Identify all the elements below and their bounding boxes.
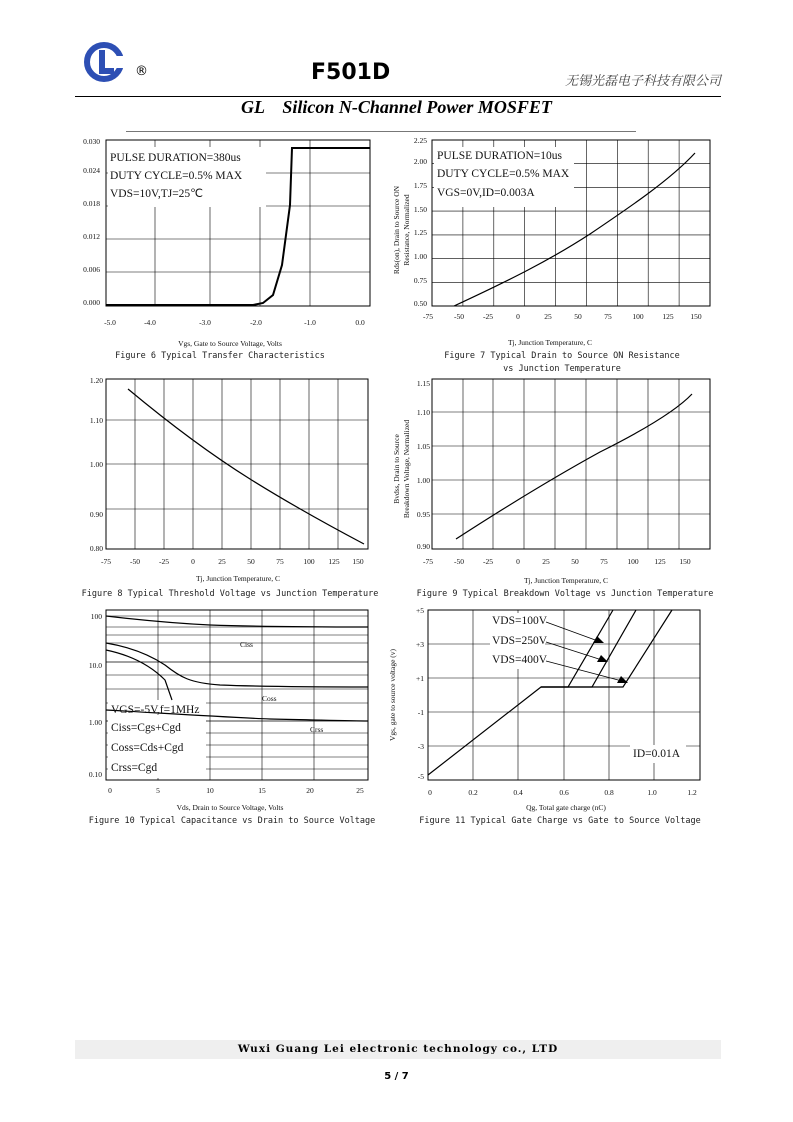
fig8-caption: Figure 8 Typical Threshold Voltage vs Junction Temperature [81, 589, 379, 599]
fig9-ytick: 1.15 [416, 379, 430, 388]
fig9-xtick: -50 [454, 557, 464, 566]
fig8-plot-frame [106, 379, 368, 549]
fig6-ytick: 0.006 [83, 265, 100, 274]
fig7-ylabel: Rds(on), Drain to Source ON [392, 185, 401, 275]
fig11-xtick: 0.6 [559, 788, 569, 797]
figure-10-capacitance-vs-vds [70, 605, 390, 830]
fig11-xtick: 0.8 [604, 788, 614, 797]
fig10-ytick: 100 [90, 612, 102, 621]
fig9-ytick: 0.90 [416, 542, 430, 551]
fig8-xlabel: Tj, Junction Temperature, C [195, 574, 281, 583]
fig7-xtick: 25 [544, 312, 552, 321]
fig7-ytick: 2.00 [413, 157, 427, 166]
figure-8-threshold-voltage-vs-temperature [70, 374, 390, 604]
fig9-xtick: 125 [654, 557, 666, 566]
fig8-xtick: 125 [328, 557, 340, 566]
fig11-ytick: +5 [416, 606, 424, 615]
fig7-ytick: 0.50 [413, 299, 427, 308]
fig7-xtick: 0 [516, 312, 520, 321]
fig9-xtick: 0 [516, 557, 520, 566]
fig6-xtick: -4.0 [144, 318, 156, 327]
fig6-ytick: 0.018 [83, 199, 100, 208]
fig10-xlabel: Vds, Drain to Source Voltage, Volts [176, 803, 284, 812]
fig11-ylabel: Vgs, gate to source voltage (v) [388, 648, 397, 742]
fig11-ytick: +1 [416, 674, 424, 683]
fig10-annotation: Coss=Cds+Cgd [111, 742, 184, 754]
fig10-annotation: Crss=Cgd [111, 762, 158, 774]
fig6-annotation: PULSE DURATION=380us [110, 152, 241, 164]
fig10-xtick: 0 [108, 786, 112, 795]
fig10-xtick: 5 [156, 786, 160, 795]
fig10-xtick: 20 [306, 786, 314, 795]
fig8-xtick: -25 [159, 557, 169, 566]
registered-mark: ® [135, 64, 148, 79]
fig7-ylabel: Resistance, Normalized [402, 194, 411, 266]
figure-11-gate-charge [380, 605, 720, 830]
fig7-xtick: 100 [632, 312, 644, 321]
fig7-xtick: 50 [574, 312, 582, 321]
fig6-annotation: DUTY CYCLE=0.5% MAX [110, 170, 243, 182]
fig11-xlabel: Qg, Total gate charge (nC) [526, 803, 606, 812]
fig10-ytick: 0.10 [88, 770, 102, 779]
product-name: F501D [311, 60, 391, 85]
fig7-annotation: VGS=0V,ID=0.003A [437, 187, 535, 199]
fig10-xtick: 15 [258, 786, 266, 795]
fig6-xtick: -1.0 [304, 318, 316, 327]
fig7-xtick: -50 [454, 312, 464, 321]
fig8-xtick: 75 [276, 557, 284, 566]
fig6-annotation: VDS=10V,TJ=25℃ [110, 188, 204, 200]
fig9-curve-bvdss [456, 394, 692, 539]
fig8-ytick: 1.10 [89, 416, 103, 425]
fig7-ytick: 1.75 [413, 181, 427, 190]
fig9-xtick: 150 [679, 557, 691, 566]
fig11-ytick: -1 [417, 708, 424, 717]
fig8-ytick: 0.80 [89, 544, 103, 553]
fig11-curve-label: VDS=100V [492, 615, 548, 627]
fig7-xtick: -25 [483, 312, 493, 321]
fig9-ylabel: Breakdown Voltage, Normalized [402, 419, 411, 519]
fig9-xtick: 100 [627, 557, 639, 566]
fig6-xtick: -3.0 [199, 318, 211, 327]
fig8-xtick: 0 [191, 557, 195, 566]
fig11-curve-label: VDS=400V [492, 654, 548, 666]
fig10-curve-label: Coss [262, 694, 277, 703]
fig9-xlabel: Tj, Junction Temperature, C [523, 576, 609, 585]
fig7-xlabel: Tj, Junction Temperature, C [507, 338, 593, 347]
page-header [75, 38, 721, 96]
fig6-ytick: 0.030 [83, 137, 100, 146]
fig10-xtick: 10 [206, 786, 214, 795]
page-subtitle: GL Silicon N-Channel Power MOSFET [241, 97, 552, 117]
fig10-curve-ciss [106, 616, 368, 627]
fig9-caption: Figure 9 Typical Breakdown Voltage vs Junction Temperature [416, 589, 714, 599]
fig10-ytick: 10.0 [88, 661, 102, 670]
fig6-xtick: -2.0 [250, 318, 262, 327]
fig8-xtick: 100 [303, 557, 315, 566]
fig9-xtick: -25 [483, 557, 493, 566]
fig11-xtick: 0 [428, 788, 432, 797]
fig10-xtick: 25 [356, 786, 364, 795]
fig10-caption: Figure 10 Typical Capacitance vs Drain to Source Voltage [88, 816, 376, 826]
fig7-xtick: 150 [690, 312, 702, 321]
fig7-plot-frame [432, 140, 710, 306]
footer-company: Wuxi Guang Lei electronic technology co., LTD [75, 1040, 721, 1059]
fig7-xtick: -75 [423, 312, 433, 321]
company-logo [84, 42, 128, 82]
fig7-xtick: 125 [662, 312, 674, 321]
fig9-ytick: 1.05 [416, 442, 430, 451]
fig6-xlabel: Vgs, Gate to Source Voltage, Volts [178, 339, 282, 348]
fig11-ytick: +3 [416, 640, 424, 649]
fig7-caption: vs Junction Temperature [503, 364, 621, 374]
fig10-annotation: VGS=-5V,f=1MHz [111, 704, 200, 716]
fig11-annotation: ID=0.01A [633, 748, 681, 760]
fig11-ytick: -5 [417, 772, 424, 781]
fig8-ytick: 1.20 [89, 376, 103, 385]
fig9-ytick: 0.95 [416, 510, 430, 519]
fig9-ylabel: Bvdss, Drain to Source [392, 434, 401, 504]
company-name-cn: 无锡光磊电子科技有限公司 [564, 74, 721, 89]
fig7-ytick: 2.25 [413, 136, 427, 145]
section-divider [126, 131, 636, 132]
fig10-curve-label: Ciss [240, 640, 253, 649]
fig11-caption: Figure 11 Typical Gate Charge vs Gate to Source Voltage [419, 816, 701, 826]
fig9-plot-frame [432, 379, 710, 549]
fig7-annotation: DUTY CYCLE=0.5% MAX [437, 168, 570, 180]
fig10-annotation: Ciss=Cgs+Cgd [111, 722, 181, 734]
fig7-ytick: 0.75 [413, 276, 427, 285]
fig6-ytick: 0.012 [83, 232, 100, 241]
fig6-caption: Figure 6 Typical Transfer Characteristics [115, 351, 325, 361]
fig9-xtick: -75 [423, 557, 433, 566]
fig10-plot-frame [106, 610, 368, 780]
fig11-xtick: 1.0 [647, 788, 657, 797]
fig9-ytick: 1.00 [416, 476, 430, 485]
fig9-xtick: 50 [571, 557, 579, 566]
fig7-ytick: 1.00 [413, 252, 427, 261]
figure-6-transfer-characteristics [70, 135, 380, 365]
fig8-xtick: -75 [101, 557, 111, 566]
fig11-xtick: 0.4 [513, 788, 523, 797]
fig8-xtick: 25 [218, 557, 226, 566]
fig6-ytick: 0.024 [83, 166, 100, 175]
fig8-ytick: 1.00 [89, 460, 103, 469]
fig7-xtick: 75 [604, 312, 612, 321]
fig9-ytick: 1.10 [416, 408, 430, 417]
fig7-annotation: PULSE DURATION=10us [437, 150, 563, 162]
fig6-xtick: -5.0 [104, 318, 116, 327]
fig7-ytick: 1.25 [413, 228, 427, 237]
fig11-xtick: 0.2 [468, 788, 478, 797]
fig10-ytick: 1.00 [88, 718, 102, 727]
fig11-label-arrows [546, 622, 628, 683]
fig8-curve-vth [128, 389, 364, 544]
fig7-ytick: 1.50 [413, 205, 427, 214]
fig8-xtick: -50 [130, 557, 140, 566]
fig10-curve-label: Crss [310, 725, 324, 734]
figure-7-rds-on-vs-temperature [380, 135, 720, 380]
figure-9-breakdown-voltage-vs-temperature [380, 374, 720, 604]
fig6-xtick: 0.0 [355, 318, 365, 327]
fig8-xtick: 50 [247, 557, 255, 566]
fig8-ytick: 0.90 [89, 510, 103, 519]
fig11-curve-vds-250v [541, 610, 636, 687]
fig6-plot-frame [106, 140, 370, 306]
fig9-xtick: 25 [542, 557, 550, 566]
fig8-xtick: 150 [352, 557, 364, 566]
page-number: 5 / 7 [384, 1071, 409, 1082]
fig7-caption: Figure 7 Typical Drain to Source ON Resistance [444, 351, 680, 361]
fig11-curve-label: VDS=250V [492, 635, 548, 647]
fig9-xtick: 75 [600, 557, 608, 566]
fig11-ytick: -3 [417, 742, 424, 751]
fig6-ytick: 0.000 [83, 298, 100, 307]
fig11-xtick: 1.2 [687, 788, 697, 797]
